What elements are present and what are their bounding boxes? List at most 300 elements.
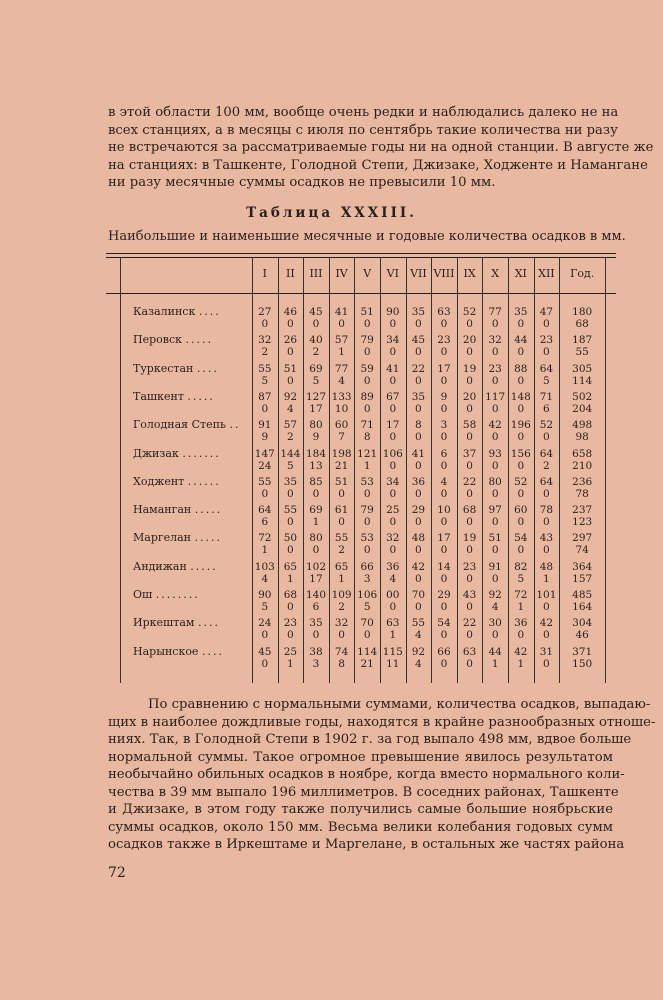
table-cell [559,363,605,387]
table-cell [559,306,605,330]
max-value: 35 [411,390,426,403]
table-cell [354,561,380,585]
min-value: 0 [440,544,448,557]
min-value: 0 [389,374,397,387]
station-name: Джизак ....... [133,446,221,460]
min-value: 0 [491,544,499,557]
table-cell [559,532,605,556]
min-value: 1 [287,657,294,670]
max-value: 36 [411,475,426,488]
min-value: 0 [415,544,422,557]
max-value: 92 [283,390,298,403]
min-value: 0 [363,402,371,415]
paragraph-top [108,104,654,192]
max-value: 34 [386,334,400,347]
min-value: 0 [363,374,371,387]
max-value: 32 [334,617,349,630]
min-value: 5 [517,572,525,585]
leader-dots: .... [197,616,220,630]
min-value: 1 [517,601,525,613]
table-cell [406,561,432,585]
min-value: 0 [415,516,422,529]
max-value: 64 [258,504,272,517]
min-value: 1 [338,346,345,359]
table-cell [252,419,278,443]
max-value: 80 [488,475,502,488]
max-value: 23 [437,334,451,347]
table-cell [508,617,534,641]
table-cell [329,617,355,641]
min-value: 0 [312,544,320,557]
max-value: 60 [514,504,528,517]
table-cell [406,504,432,528]
min-value: 0 [466,431,473,444]
max-value: 38 [309,645,323,658]
table-cell [380,532,406,556]
max-value: 44 [514,334,528,347]
max-value: 23 [462,560,477,573]
max-value: 36 [514,617,528,630]
table-cell [354,589,380,613]
column-header: VIII [433,267,455,280]
table-cell [534,476,560,500]
table-cell [354,646,380,670]
table-cell [508,306,534,330]
max-value: 79 [360,504,374,517]
min-value: 4 [287,402,294,415]
text-line: ни разу месячные суммы осадков не превысили 10 мм. [108,175,496,190]
table-cell [329,363,355,387]
table-cell [431,589,457,613]
min-value: 7 [338,431,345,444]
station-name: Андижан ..... [133,559,218,573]
table-cell [406,646,432,670]
max-value: 66 [360,560,374,573]
table-caption: Наибольшие и наименьшие месячные и годовые количества осадков в мм. [108,229,626,244]
max-value: 63 [386,617,400,630]
min-value: 0 [389,346,397,359]
max-value: 80 [309,532,323,545]
max-value: 57 [334,334,349,347]
table-cell [354,504,380,528]
min-value: 0 [517,346,525,359]
text-line: По сравнению с нормальными суммами, количества осадков, выпадаю- [148,697,651,712]
max-value: 41 [386,362,400,375]
table-cell [559,476,605,500]
min-value: 2 [338,544,345,557]
station-name: Ходжент ...... [133,474,221,488]
max-value: 55 [283,504,298,517]
max-value: 305 [572,362,593,375]
max-value: 20 [462,334,477,347]
table-cell [482,448,508,472]
max-value: 133 [331,390,352,403]
max-value: 101 [536,589,557,601]
max-value: 485 [572,589,593,601]
table-cell [354,617,380,641]
max-value: 82 [514,560,528,573]
max-value: 87 [258,390,272,403]
min-value: 0 [543,431,550,444]
max-value: 23 [488,362,502,375]
table-cell [252,504,278,528]
column-header: IV [335,267,348,280]
min-value: 0 [389,601,397,613]
min-value: 0 [491,374,499,387]
table-cell [559,617,605,641]
leader-dots: ..... [187,389,215,403]
station-name: Голодная Степь .. [133,418,241,432]
min-value: 0 [440,318,448,330]
table-cell [354,476,380,500]
leader-dots: ..... [185,333,213,347]
table-cell [559,448,605,472]
min-value: 0 [415,487,422,500]
max-value: 147 [254,447,275,460]
max-value: 27 [258,306,272,318]
table-cell [278,532,304,556]
table-cell [329,589,355,613]
max-value: 24 [258,617,272,630]
min-value: 24 [258,459,272,472]
min-value: 21 [334,459,349,472]
max-value: 74 [334,645,349,658]
table-cell [482,306,508,330]
station-name: Нарынское .... [133,644,224,658]
max-value: 50 [283,532,298,545]
table-cell [278,589,304,613]
text-line: суммы осадков, около 150 мм. Весьма велики колебания годовых сумм [108,819,613,835]
max-value: 6 [440,447,448,460]
min-value: 5 [261,374,269,387]
max-value: 127 [305,390,326,403]
min-value: 0 [440,459,448,472]
min-value: 8 [338,657,345,670]
table-cell [534,419,560,443]
max-value: 55 [334,532,349,545]
min-value: 5 [312,374,320,387]
table-cell [252,589,278,613]
min-value: 0 [440,402,448,415]
max-value: 9 [440,390,448,403]
max-value: 89 [360,390,374,403]
min-value: 0 [389,431,397,444]
table-cell [278,617,304,641]
min-value: 0 [389,459,397,472]
max-value: 68 [462,504,477,517]
table-cell [303,646,329,670]
text-line: на станциях: в Ташкенте, Голодной Степи, Джизаке, Ходженте и Намангане [108,157,648,173]
table-cell [252,306,278,330]
table-cell [406,334,432,358]
min-value: 21 [360,657,374,670]
table-cell [457,334,483,358]
max-value: 236 [572,475,593,488]
table-column-rule [120,257,121,683]
min-value: 0 [287,516,294,529]
table-cell [303,617,329,641]
max-value: 64 [539,475,554,488]
table-cell [329,391,355,415]
max-value: 20 [462,390,477,403]
max-value: 35 [283,475,298,488]
column-header: V [363,267,372,280]
max-value: 93 [488,447,502,460]
table-cell [534,561,560,585]
max-value: 61 [334,504,349,517]
max-value: 90 [386,306,400,318]
min-value: 114 [572,374,593,387]
min-value: 3 [363,572,371,585]
table-cell [559,646,605,670]
min-value: 17 [309,572,323,585]
max-value: 69 [309,504,323,517]
table-cell [303,334,329,358]
max-value: 109 [331,589,352,601]
min-value: 0 [287,629,294,642]
table-cell [457,391,483,415]
max-value: 47 [539,306,554,318]
page-number: 72 [108,865,126,881]
max-value: 45 [411,334,426,347]
max-value: 64 [539,447,554,460]
max-value: 46 [283,306,298,318]
max-value: 69 [309,362,323,375]
min-value: 0 [440,629,448,642]
table-cell [278,391,304,415]
max-value: 37 [462,447,477,460]
max-value: 35 [514,306,528,318]
min-value: 0 [517,318,525,330]
max-value: 52 [462,306,477,318]
table-cell [534,589,560,613]
max-value: 53 [360,475,374,488]
min-value: 0 [543,487,550,500]
table-cell [431,617,457,641]
table-cell [508,419,534,443]
min-value: 0 [363,487,371,500]
min-value: 1 [363,459,371,472]
min-value: 0 [517,629,525,642]
table-cell [431,419,457,443]
table-cell [303,448,329,472]
min-value: 0 [312,629,320,642]
min-value: 0 [466,318,473,330]
table-cell [380,504,406,528]
table-cell [534,363,560,387]
table-cell [329,504,355,528]
min-value: 0 [261,629,269,642]
table-cell [406,448,432,472]
max-value: 45 [309,306,323,318]
table-cell [303,391,329,415]
max-value: 42 [514,645,528,658]
text-line: не встречаются за рассматриваемые годы ни на одной станции. В августе же [108,140,654,155]
max-value: 297 [572,532,593,545]
max-value: 51 [488,532,502,545]
max-value: 17 [437,532,451,545]
min-value: 0 [466,601,473,613]
min-value: 0 [338,487,345,500]
min-value: 0 [389,318,397,330]
table-cell [252,391,278,415]
station-name: Туркестан .... [133,361,219,375]
min-value: 6 [543,402,550,415]
leader-dots: .... [201,644,224,658]
max-value: 140 [305,589,326,601]
min-value: 0 [440,657,448,670]
min-value: 0 [363,516,371,529]
min-value: 0 [261,318,269,330]
max-value: 3 [440,419,448,432]
min-value: 55 [575,346,589,359]
min-value: 0 [440,346,448,359]
precipitation-table [106,253,616,683]
table-cell [380,476,406,500]
max-value: 148 [510,390,531,403]
min-value: 0 [415,601,422,613]
min-value: 46 [575,629,589,642]
column-header: II [286,267,295,280]
table-cell [457,504,483,528]
table-cell [559,561,605,585]
table-cell [329,419,355,443]
max-value: 29 [437,589,451,601]
table-cell [482,476,508,500]
table-cell [431,391,457,415]
max-value: 35 [411,306,426,318]
table-cell [534,306,560,330]
max-value: 88 [514,362,528,375]
column-header: XI [514,267,527,280]
min-value: 0 [466,629,473,642]
min-value: 0 [491,402,499,415]
max-value: 92 [411,645,426,658]
table-cell [252,334,278,358]
min-value: 13 [309,459,323,472]
min-value: 1 [517,657,525,670]
min-value: 0 [415,431,422,444]
table-cell [482,646,508,670]
column-header: VII [410,267,427,280]
min-value: 0 [440,487,448,500]
min-value: 0 [440,431,448,444]
min-value: 1 [338,572,345,585]
max-value: 180 [572,306,593,318]
table-cell [354,363,380,387]
table-cell [457,419,483,443]
table-cell [508,589,534,613]
max-value: 42 [411,560,426,573]
table-cell [252,448,278,472]
station-name: Казалинск .... [133,305,221,318]
max-value: 79 [360,334,374,347]
max-value: 52 [539,419,554,432]
table-cell [534,617,560,641]
max-value: 77 [488,306,502,318]
min-value: 0 [363,629,371,642]
table-cell [534,646,560,670]
table-cell [252,646,278,670]
max-value: 55 [258,362,272,375]
min-value: 11 [386,657,400,670]
max-value: 41 [411,447,426,460]
min-value: 1 [312,516,320,529]
station-name: Наманган ..... [133,503,223,517]
max-value: 60 [334,419,349,432]
table-cell [534,334,560,358]
max-value: 68 [283,589,298,601]
min-value: 0 [389,487,397,500]
column-header: IX [463,267,476,280]
min-value: 4 [389,572,397,585]
max-value: 67 [386,390,400,403]
min-value: 0 [440,601,448,613]
table-cell [559,589,605,613]
table-cell [482,363,508,387]
max-value: 53 [360,532,374,545]
table-cell [329,561,355,585]
max-value: 304 [572,617,593,630]
table-cell [303,532,329,556]
table-cell [329,306,355,330]
max-value: 42 [488,419,502,432]
table-cell [482,419,508,443]
max-value: 42 [539,617,554,630]
max-value: 34 [386,475,400,488]
min-value: 0 [440,572,448,585]
max-value: 106 [357,589,378,601]
min-value: 5 [363,601,371,613]
max-value: 80 [309,419,323,432]
max-value: 144 [280,447,301,460]
max-value: 44 [488,645,502,658]
min-value: 6 [261,516,269,529]
max-value: 48 [411,532,426,545]
table-cell [431,363,457,387]
table-cell [278,561,304,585]
table-cell [482,589,508,613]
table-cell [457,589,483,613]
station-name: Ош ........ [133,588,200,601]
min-value: 0 [543,318,550,330]
min-value: 0 [287,601,294,613]
max-value: 55 [258,475,272,488]
max-value: 51 [360,306,374,318]
table-cell [482,532,508,556]
min-value: 0 [415,346,422,359]
table-cell [303,419,329,443]
max-value: 35 [309,617,323,630]
min-value: 9 [312,431,320,444]
table-cell [380,448,406,472]
min-value: 0 [543,516,550,529]
table-cell [534,448,560,472]
max-value: 51 [334,475,349,488]
table-cell [252,617,278,641]
max-value: 90 [258,589,272,601]
column-header: Год. [570,267,595,280]
max-value: 41 [334,306,349,318]
max-value: 31 [539,645,554,658]
table-cell [278,363,304,387]
max-value: 121 [357,447,378,460]
min-value: 0 [363,544,371,557]
station-name: Перовск ..... [133,333,213,347]
max-value: 71 [539,390,554,403]
min-value: 0 [415,318,422,330]
min-value: 0 [517,516,525,529]
